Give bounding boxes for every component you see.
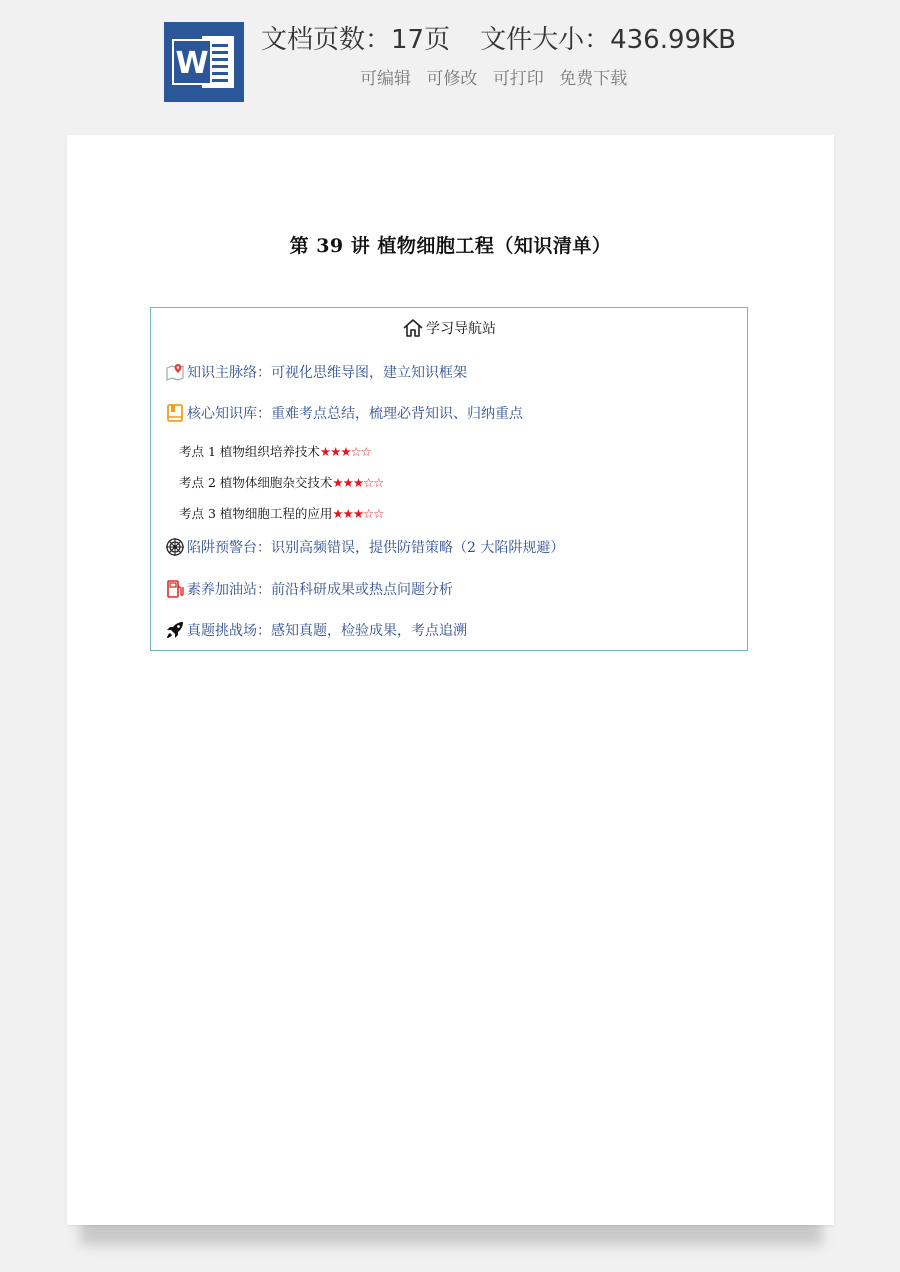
nav-item-exam-challenge[interactable] bbox=[165, 620, 467, 640]
nav-heading-text: 学习导航站 bbox=[426, 321, 496, 337]
nav-item-desc: 识别高频错误，提供防错策略（2 大陷阱规避） bbox=[271, 540, 565, 556]
nav-item-trap-warning[interactable] bbox=[165, 537, 564, 557]
feature-list bbox=[360, 66, 637, 92]
file-info-header bbox=[0, 0, 900, 120]
feature-printable: 可打印 bbox=[492, 69, 544, 89]
rating-stars-filled: ★★★ bbox=[332, 505, 364, 521]
feature-free-download: 免费下载 bbox=[559, 69, 628, 89]
nav-item-literacy[interactable] bbox=[165, 579, 453, 599]
file-size: 文件大小：436.99KB bbox=[480, 25, 736, 55]
nav-item-desc: 重难考点总结，梳理必背知识、归纳重点 bbox=[271, 406, 523, 422]
rating-stars-filled: ★★★ bbox=[332, 474, 364, 490]
fuel-pump-icon bbox=[165, 579, 185, 599]
page-count: 文档页数：17页 bbox=[261, 25, 451, 55]
rating-stars-filled: ★★★ bbox=[319, 443, 351, 459]
nav-item-label: 真题挑战场： bbox=[187, 623, 271, 639]
word-logo-icon bbox=[164, 22, 244, 102]
kaodian-item[interactable] bbox=[179, 504, 383, 522]
word-logo-letter: W bbox=[172, 39, 212, 85]
web-trap-icon bbox=[165, 537, 185, 557]
kaodian-text: 考点 3 植物细胞工程的应用 bbox=[179, 506, 333, 521]
nav-item-label: 核心知识库： bbox=[187, 406, 271, 422]
rocket-icon bbox=[165, 620, 185, 640]
nav-item-desc: 感知真题，检验成果，考点追溯 bbox=[271, 623, 467, 639]
nav-item-label: 陷阱预警台： bbox=[187, 540, 271, 556]
nav-item-label: 知识主脉络： bbox=[187, 365, 271, 381]
nav-heading bbox=[151, 318, 747, 338]
nav-item-label: 素养加油站： bbox=[187, 582, 271, 598]
rating-stars-empty: ☆☆ bbox=[363, 505, 384, 521]
page-title: 第 39 讲 植物细胞工程（知识清单） bbox=[289, 235, 612, 257]
nav-item-knowledge-base[interactable] bbox=[165, 403, 523, 423]
document-page bbox=[67, 135, 834, 1225]
kaodian-text: 考点 2 植物体细胞杂交技术 bbox=[179, 475, 333, 490]
nav-item-desc: 前沿科研成果或热点问题分析 bbox=[271, 582, 453, 598]
feature-editable: 可编辑 bbox=[360, 69, 411, 89]
nav-item-mindmap[interactable] bbox=[165, 362, 467, 382]
rating-stars-empty: ☆☆ bbox=[363, 474, 384, 490]
kaodian-item[interactable] bbox=[179, 473, 383, 491]
file-meta bbox=[261, 20, 736, 60]
map-pin-icon bbox=[165, 362, 185, 382]
nav-item-desc: 可视化思维导图，建立知识框架 bbox=[271, 365, 467, 381]
feature-modifiable: 可修改 bbox=[426, 69, 478, 89]
home-icon bbox=[402, 318, 424, 338]
rating-stars-empty: ☆☆ bbox=[350, 443, 371, 459]
study-navigation-box bbox=[150, 307, 748, 651]
kaodian-item[interactable] bbox=[179, 442, 371, 460]
book-icon bbox=[165, 403, 185, 423]
kaodian-text: 考点 1 植物组织培养技术 bbox=[179, 444, 320, 459]
